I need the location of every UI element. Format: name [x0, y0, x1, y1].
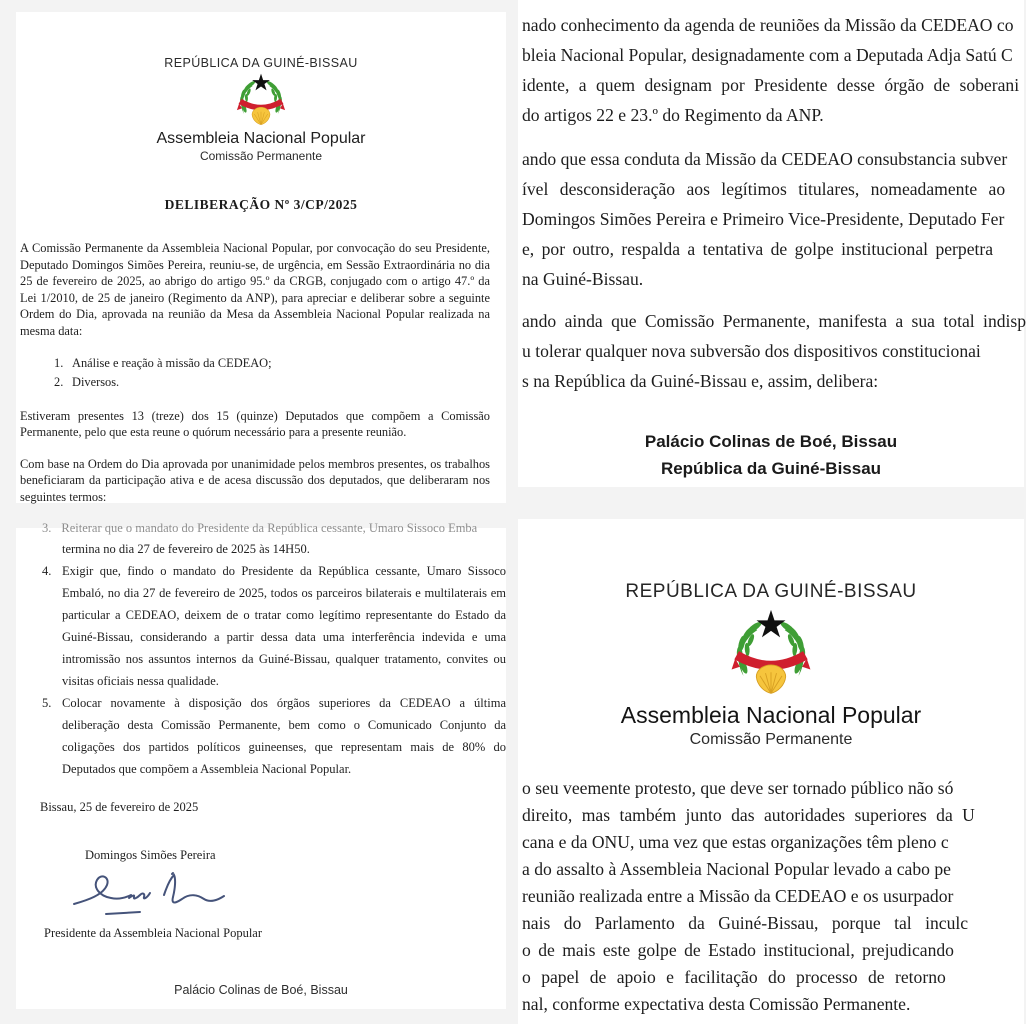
- guinea-bissau-coat-of-arms-icon: [725, 609, 817, 697]
- text-line: s na República da Guiné-Bissau e, assim, delibera:: [522, 371, 879, 391]
- list-item-5: [16, 692, 506, 780]
- page-deliberation-first: [16, 12, 506, 503]
- agenda-item: [20, 354, 490, 374]
- agenda-item-number: 2.: [54, 375, 64, 390]
- page-deliberation-protest: [518, 519, 1024, 1024]
- text-line: o seu veemente protesto, que deve ser tornado público não só: [522, 778, 954, 798]
- place-line: Palácio Colinas de Boé, Bissau: [644, 432, 898, 451]
- text-line: o papel de apoio e facilitação do processo de retorno: [522, 967, 946, 987]
- text-line: ível desconsideração aos legítimos titulares, nomeadamente ao: [522, 179, 1006, 199]
- agenda-item: [20, 373, 490, 393]
- paragraph-conduct: [518, 144, 1024, 294]
- republic-title: REPÚBLICA DA GUINÉ-BISSAU: [164, 56, 358, 70]
- text-line: idente, a quem designam por Presidente desse órgão de soberani: [522, 75, 1020, 95]
- text-line: nado conhecimento da agenda de reuniões da Missão da CEDEAO co: [522, 15, 1014, 35]
- paragraph-protest: [518, 775, 1024, 1018]
- place-footer: Palácio Colinas de Boé, Bissau: [174, 983, 348, 997]
- page-deliberation-middle: [518, 0, 1024, 487]
- document-title: DELIBERAÇÃO Nº 3/CP/2025: [164, 197, 358, 212]
- paragraph-deliberation-intro: Com base na Ordem do Dia aprovada por unanimidade pelos membros presentes, os trabalhos beneficiaram da participação ativa e de acesa discussão dos deputados, que deliberaram nos seguintes termos:: [20, 456, 490, 504]
- list-item-text: Colocar novamente à disposição dos órgãos superiores da CEDEAO a última deliberação desta Comissão Permanente, bem como o Comunicado Conjunto da coligações dos partidos políticos guineenses, que representam mais de 80% do Deputados que compõem a Assembleia Nacional Popular.: [62, 696, 506, 776]
- list-item-number: 4.: [42, 564, 52, 578]
- agenda-item-text: Diversos.: [72, 375, 120, 390]
- list-item-number: 3.: [42, 521, 52, 535]
- date-line: Bissau, 25 de fevereiro de 2025: [40, 800, 199, 814]
- page-deliberation-items: [16, 521, 506, 1009]
- text-line: bleia Nacional Popular, designadamente com a Deputada Adja Satú C: [522, 45, 1013, 65]
- text-line: ando ainda que Comissão Permanente, manifesta a sua total indisp: [522, 311, 1026, 331]
- text-line: cana e da ONU, uma vez que estas organizações têm pleno c: [522, 832, 949, 852]
- signer-name: Domingos Simões Pereira: [85, 848, 216, 862]
- signer-title: Presidente da Assembleia Nacional Popular: [44, 926, 262, 940]
- agenda-item-number: 1.: [54, 355, 64, 370]
- text-line: direito, mas também junto das autoridades superiores da U: [522, 805, 975, 825]
- text-line: a do assalto à Assembleia Nacional Popular levado a cabo pe: [522, 859, 951, 879]
- item3-continuation: termina no dia 27 de fevereiro de 2025 às 14H50.: [62, 542, 310, 556]
- handwritten-signature-image: [68, 866, 228, 922]
- place-footer: [518, 428, 1024, 482]
- paragraph-quorum: Estiveram presentes 13 (treze) dos 15 (quinze) Deputados que compõem a Comissão Permanente, pelo que esta reune o quórum necessário para a presente reunião.: [20, 408, 490, 440]
- list-item-4: [16, 560, 506, 692]
- text-line: nais do Parlamento da Guiné-Bissau, porque tal inculc: [522, 913, 969, 933]
- list-item-text: Exigir que, findo o mandato do Presidente da República cessante, Umaro Sissoco Embaló, no dia 27 de fevereiro de 2025, todos os parceiros bilaterais e multilaterais em particular a CEDEAO, deixem de o tratar como legítimo representante do Estado da Guiné-Bissau, considerando a partir dessa data uma interferência indevida e uma intromissão nos assuntos internos da Guiné-Bissau, qualquer tratamento, convites ou visitas oficiais nessa qualidade.: [62, 564, 506, 688]
- agenda-list: [20, 354, 490, 393]
- text-line: nal, conforme expectativa desta Comissão Permanente.: [522, 994, 911, 1014]
- text-line: do artigos 22 e 23.º do Regimento da ANP.: [522, 105, 824, 125]
- text-line: Domingos Simões Pereira e Primeiro Vice-Presidente, Deputado Fer: [522, 209, 1005, 229]
- list-item-number: 5.: [42, 696, 52, 710]
- committee-name: Comissão Permanente: [689, 731, 853, 748]
- committee-name: Comissão Permanente: [199, 149, 323, 163]
- paragraph-cedeao-agenda: [518, 10, 1024, 130]
- guinea-bissau-coat-of-arms-icon: [233, 73, 289, 127]
- text-line: u tolerar qualquer nova subversão dos dispositivos constitucionai: [522, 341, 981, 361]
- agenda-item-text: Análise e reação à missão da CEDEAO;: [72, 355, 272, 370]
- clipped-text-line: [42, 521, 506, 538]
- clipped-item-text: Reiterar que o mandato do Presidente da República cessante, Umaro Sissoco Emba: [61, 521, 478, 535]
- republic-title: REPÚBLICA DA GUINÉ-BISSAU: [625, 581, 917, 602]
- text-line: e, por outro, respalda a tentativa de golpe institucional perpetra: [522, 239, 994, 259]
- paragraph-indisposition: [518, 306, 1024, 396]
- institution-name: Assembleia Nacional Popular: [156, 130, 366, 147]
- text-line: na Guiné-Bissau.: [522, 269, 644, 289]
- country-line: República da Guiné-Bissau: [660, 459, 882, 478]
- text-line: o de mais este golpe de Estado institucional, prejudicando: [522, 940, 954, 960]
- paragraph-convocation: A Comissão Permanente da Assembleia Nacional Popular, por convocação do seu Presidente, Deputado Domingos Simões Pereira, reuniu-se, de urgência, em Sessão Extraordinária no dia 25 de fevereiro de 2025, ao abrigo do artigo 95.º da CRGB, conjugado com o artigo 47.º da Lei 1/2010, de 25 de janeiro (Regimento da ANP), para apreciar e deliberar sobre a seguinte Ordem do Dia, aprovada na reunião da Mesa da Assembleia Nacional Popular realizada na mesma data:: [20, 241, 490, 338]
- institution-name: Assembleia Nacional Popular: [620, 702, 922, 728]
- text-line: ando que essa conduta da Missão da CEDEAO consubstancia subver: [522, 149, 1008, 169]
- text-line: reunião realizada entre a Missão da CEDEAO e os usurpador: [522, 886, 954, 906]
